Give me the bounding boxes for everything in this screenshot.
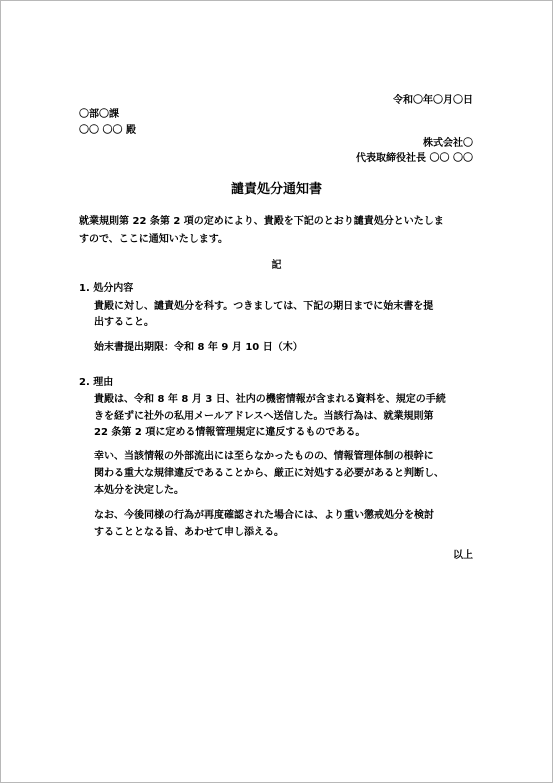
reason-p2-line-2: 関わる重大な規律違反であることから、厳正に対処する必要があると判断し、 <box>94 468 444 479</box>
sender-company: 株式会社〇 <box>423 138 473 149</box>
sender-name: 代表取締役社長 〇〇 〇〇 <box>356 153 473 164</box>
deadline-line: 始末書提出期限：令和 8 年 9 月 10 日（木） <box>94 342 303 353</box>
ki-heading: 記 <box>271 260 282 271</box>
reason-p3-line-1: なお、今後同様の行為が再度確認された場合には、より重い懲戒処分を検討 <box>94 510 434 521</box>
section1-heading: 1. 処分内容 <box>79 283 134 294</box>
recipient-department: 〇部〇課 <box>79 109 119 120</box>
reason-p1-line-2: きを経ずに社外の私用メールアドレスへ送信した。当該行為は、就業規則第 <box>94 411 434 422</box>
section2-heading: 2. 理由 <box>79 377 114 388</box>
recipient-name: 〇〇 〇〇 殿 <box>79 125 136 136</box>
reason-p3-line-2: することとなる旨、あわせて申し添える。 <box>94 527 284 538</box>
intro-line-2: すので、ここに通知いたします。 <box>79 234 228 245</box>
reason-p2-line-3: 本処分を決定した。 <box>94 485 184 496</box>
reason-p1-line-1: 貴殿は、令和 8 年 8 月 3 日、社内の機密情報が含まれる資料を、規定の手続 <box>94 394 446 405</box>
intro-line-1: 就業規則第 22 条第 2 項の定めにより、貴殿を下記のとおり譴責処分といたしま <box>79 216 444 227</box>
reason-p2-line-1: 幸い、当該情報の外部流出には至らなかったものの、情報管理体制の根幹に <box>94 451 434 462</box>
section1-line-1: 貴殿に対し、譴責処分を科す。つきましては、下記の期日までに始末書を提 <box>94 301 434 312</box>
section1-line-2: 出すること。 <box>94 317 154 328</box>
closing-ijou: 以上 <box>453 550 473 561</box>
document-date: 令和〇年〇月〇日 <box>393 95 473 106</box>
document-title: 譴責処分通知書 <box>230 182 322 197</box>
reason-p1-line-3: 22 条第 2 項に定める情報管理規定に違反するものである。 <box>94 427 366 438</box>
